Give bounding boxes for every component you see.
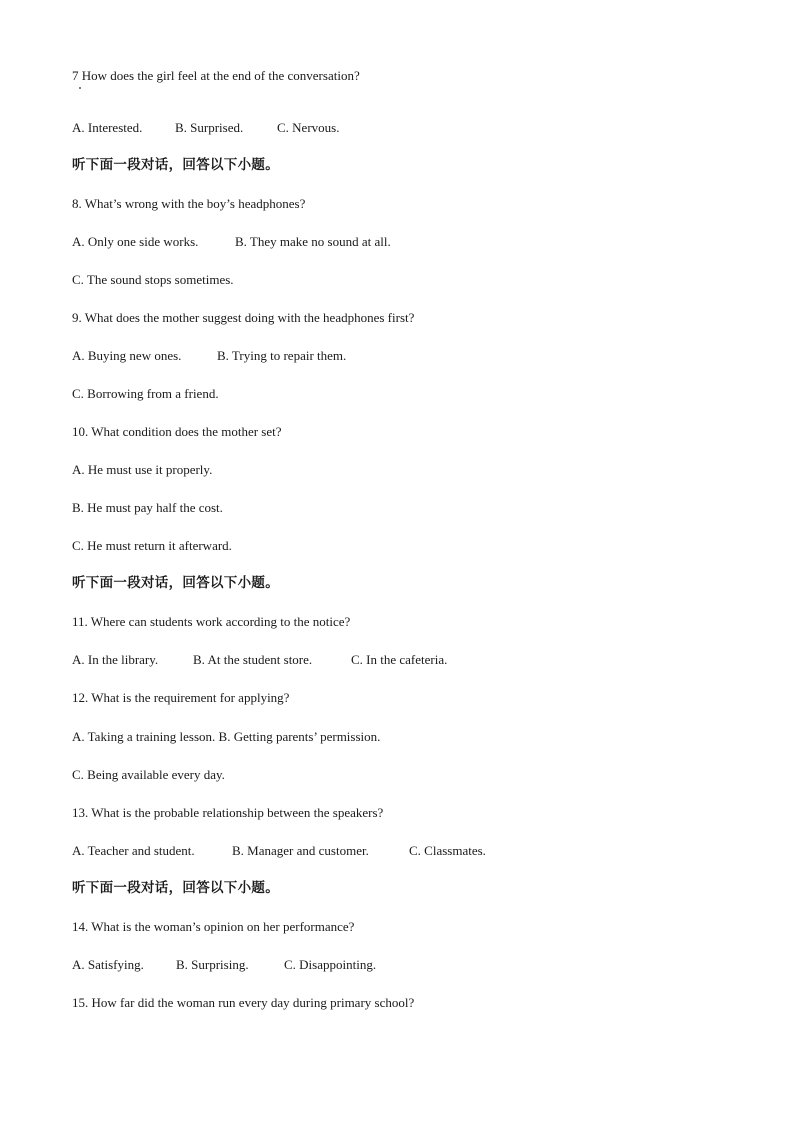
question-7-options: [72, 120, 340, 136]
q7-option-b: B. Surprised.: [175, 120, 244, 135]
q11-option-c: C. In the cafeteria.: [351, 652, 448, 667]
question-7: 7 How does the girl feel at the end of the conversation?: [72, 68, 360, 83]
question-9-options-row1: [72, 348, 347, 364]
question-12: 12. What is the requirement for applying?: [72, 690, 290, 705]
question-13-options: [72, 843, 486, 859]
q8-option-b: B. They make no sound at all.: [235, 234, 391, 249]
q13-option-c: C. Classmates.: [409, 843, 486, 858]
q10-option-a: A. He must use it properly.: [72, 462, 213, 477]
q8-option-c: C. The sound stops sometimes.: [72, 272, 234, 287]
q7-option-a: A. Interested.: [72, 120, 143, 135]
q12-option-c: C. Being available every day.: [72, 767, 225, 782]
question-14-options: [72, 957, 377, 973]
question-15: 15. How far did the woman run every day during primary school?: [72, 995, 415, 1010]
question-8-options-row1: [72, 234, 391, 250]
question-13: 13. What is the probable relationship between the speakers?: [72, 805, 384, 820]
q14-option-a: A. Satisfying.: [72, 957, 144, 972]
q14-option-b: B. Surprising.: [176, 957, 249, 972]
section-heading-2: 听下面一段对话，回答以下小题。: [72, 575, 279, 591]
q13-option-b: B. Manager and customer.: [232, 843, 369, 858]
q8-option-a: A. Only one side works.: [72, 234, 199, 249]
question-10: 10. What condition does the mother set?: [72, 424, 282, 439]
q7-option-c: C. Nervous.: [277, 120, 340, 135]
q9-option-a: A. Buying new ones.: [72, 348, 182, 363]
q9-option-b: B. Trying to repair them.: [217, 348, 347, 363]
q9-option-c: C. Borrowing from a friend.: [72, 386, 219, 401]
question-11-options: [72, 652, 448, 668]
q11-option-a: A. In the library.: [72, 652, 159, 667]
section-heading-1: 听下面一段对话，回答以下小题。: [72, 157, 279, 173]
question-9: 9. What does the mother suggest doing with the headphones first?: [72, 310, 415, 325]
q11-option-b: B. At the student store.: [193, 652, 313, 667]
q12-options-a-b: A. Taking a training lesson. B. Getting parents’ permission.: [72, 729, 381, 744]
q10-option-c: C. He must return it afterward.: [72, 538, 232, 553]
q14-option-c: C. Disappointing.: [284, 957, 377, 972]
q10-option-b: B. He must pay half the cost.: [72, 500, 223, 515]
section-heading-3: 听下面一段对话，回答以下小题。: [72, 880, 279, 896]
question-14: 14. What is the woman’s opinion on her performance?: [72, 919, 355, 934]
question-11: 11. Where can students work according to the notice?: [72, 614, 351, 629]
question-8: 8. What’s wrong with the boy’s headphones?: [72, 196, 306, 211]
q13-option-a: A. Teacher and student.: [72, 843, 195, 858]
stray-dot-mark: [79, 87, 81, 89]
